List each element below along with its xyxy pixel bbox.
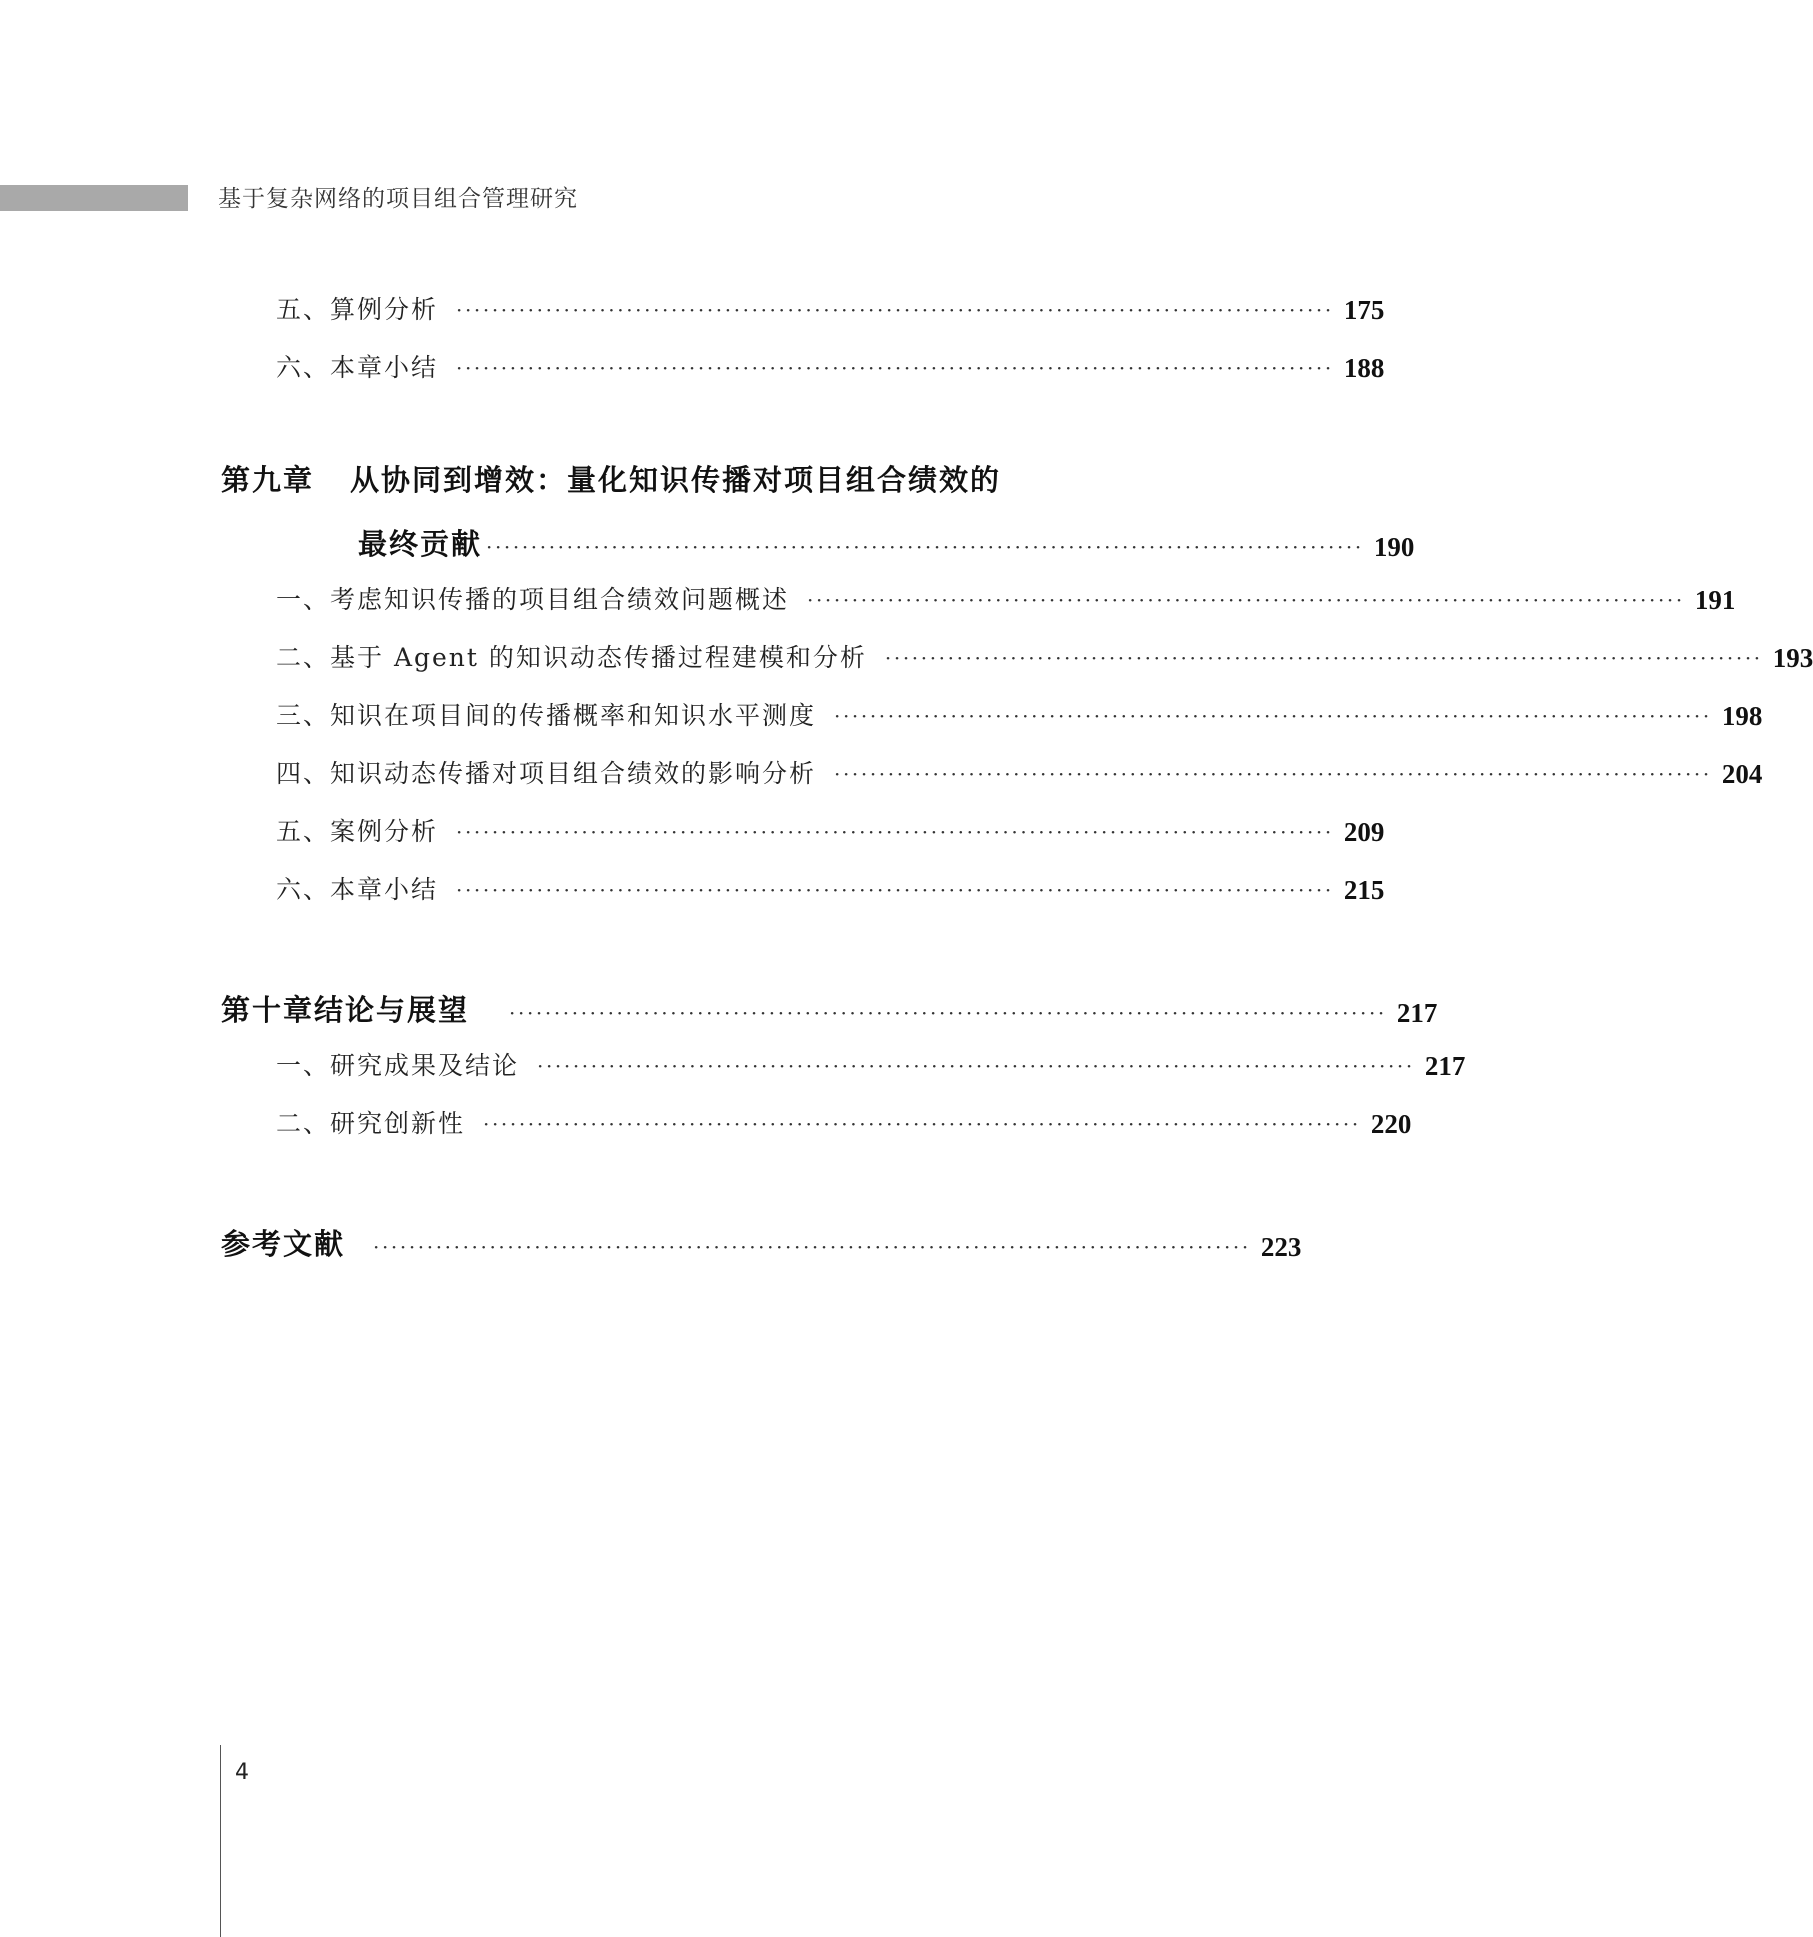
toc-entry-page: 223	[1260, 1232, 1302, 1262]
toc-entry-label: 六、本章小结	[276, 353, 439, 382]
toc-entry[interactable]	[276, 754, 1763, 790]
toc-entry-label: 二、基于 Agent 的知识动态传播过程建模和分析	[276, 643, 867, 672]
leader-dots: ··································································································	[834, 762, 1712, 786]
toc-entry-page: 215	[1343, 875, 1385, 905]
toc-entry[interactable]	[276, 348, 1385, 384]
toc-entry-chapter-9[interactable]	[358, 522, 1415, 563]
toc-entry-label: 五、算例分析	[276, 295, 439, 324]
toc-entry-page: 191	[1694, 585, 1736, 615]
toc-entry-label: 二、研究创新性	[276, 1109, 466, 1138]
toc-entry-page: 198	[1721, 701, 1763, 731]
leader-dots: ··································································································	[509, 1001, 1387, 1025]
page-number: 4	[235, 1760, 249, 1785]
toc-entry-label: 四、知识动态传播对项目组合绩效的影响分析	[276, 759, 817, 788]
toc-entry-label: 六、本章小结	[276, 875, 439, 904]
footer-vertical-rule	[220, 1745, 221, 1937]
toc-entry-page: 204	[1721, 759, 1763, 789]
toc-entry[interactable]	[276, 1104, 1412, 1140]
toc-entry-references[interactable]	[221, 1222, 1302, 1263]
chapter-number: 第九章	[221, 463, 315, 497]
toc-entry-label: 三、知识在项目间的传播概率和知识水平测度	[276, 701, 817, 730]
chapter-9-title[interactable]	[221, 458, 1001, 499]
leader-dots: ··································································································	[486, 535, 1364, 559]
toc-entry[interactable]	[276, 870, 1385, 906]
toc-entry[interactable]	[276, 1046, 1466, 1082]
leader-dots: ··································································································	[456, 878, 1334, 902]
leader-dots: ··································································································	[373, 1235, 1251, 1259]
toc-entry-page: 217	[1396, 998, 1438, 1028]
chapter-title: 结论与展望	[314, 993, 470, 1027]
header-gray-bar	[0, 185, 188, 211]
toc-entry-page: 209	[1343, 817, 1385, 847]
chapter-number: 第十章	[221, 993, 315, 1027]
toc-entry[interactable]	[276, 696, 1763, 732]
toc-entry-page: 193	[1772, 643, 1813, 673]
toc-entry-page: 217	[1424, 1051, 1466, 1081]
chapter-title-line1: 从协同到增效：量化知识传播对项目组合绩效的	[350, 463, 1002, 497]
chapter-title-line2: 最终贡献	[358, 527, 483, 561]
toc-entry-label: 一、考虑知识传播的项目组合绩效问题概述	[276, 585, 790, 614]
toc-entry[interactable]	[276, 812, 1385, 848]
leader-dots: ··································································································	[483, 1112, 1361, 1136]
leader-dots: ··································································································	[456, 298, 1334, 322]
toc-entry[interactable]	[276, 638, 1813, 674]
leader-dots: ··································································································	[537, 1054, 1415, 1078]
leader-dots: ··································································································	[884, 646, 1763, 670]
toc-entry[interactable]	[276, 290, 1385, 326]
toc-entry-label: 五、案例分析	[276, 817, 439, 846]
toc-entry-page: 220	[1370, 1109, 1412, 1139]
toc-entry-page: 188	[1343, 353, 1385, 383]
leader-dots: ··································································································	[834, 704, 1712, 728]
toc-entry-page: 190	[1373, 532, 1415, 562]
toc-entry[interactable]	[276, 580, 1736, 616]
leader-dots: ··································································································	[807, 588, 1685, 612]
references-label: 参考文献	[221, 1227, 346, 1261]
toc-entry-label: 一、研究成果及结论	[276, 1051, 520, 1080]
running-title: 基于复杂网络的项目组合管理研究	[218, 186, 578, 212]
toc-entry-chapter-10[interactable]	[221, 988, 1438, 1029]
leader-dots: ··································································································	[456, 820, 1334, 844]
leader-dots: ··································································································	[456, 356, 1334, 380]
toc-entry-page: 175	[1343, 295, 1385, 325]
